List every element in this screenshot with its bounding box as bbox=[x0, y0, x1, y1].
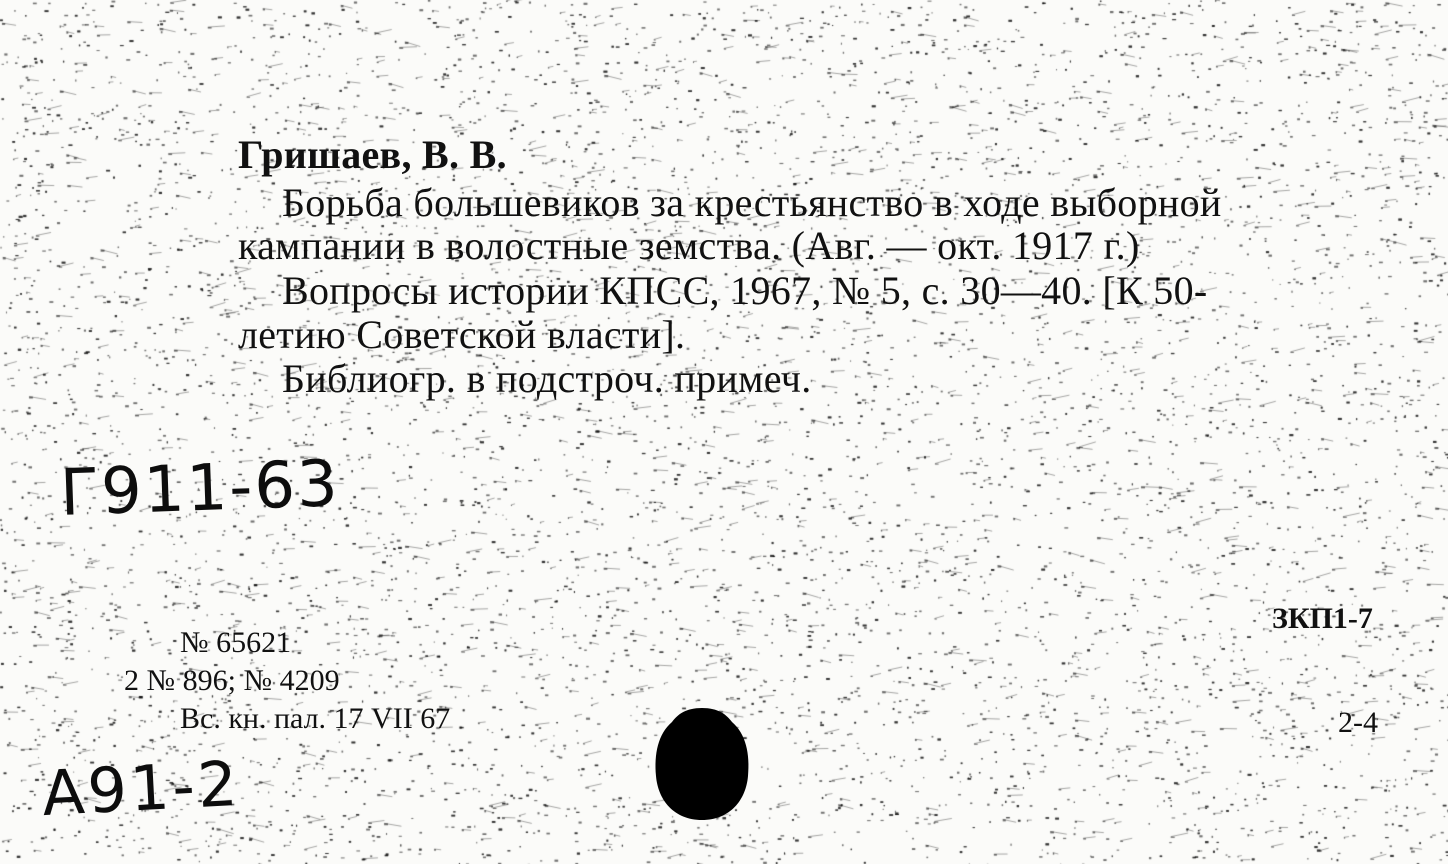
handwritten-call-number: Г911-63 bbox=[58, 447, 341, 531]
card-code-top: ЗКП1-7 bbox=[1272, 602, 1373, 635]
registry-number: № 65621 bbox=[180, 626, 292, 659]
source-line-2: летию Советской власти]. bbox=[238, 312, 686, 357]
title-line-1: Борьба большевиков за крестьянство в ходе выборной bbox=[282, 180, 1222, 225]
registry-numbers: 2 № 896; № 4209 bbox=[124, 664, 340, 697]
card-code-bottom: 2-4 bbox=[1338, 706, 1378, 739]
punch-hole bbox=[652, 704, 752, 824]
author-heading: Гришаев, В. В. bbox=[238, 132, 507, 177]
bibliography-note: Библиогр. в подстроч. примеч. bbox=[282, 356, 812, 401]
title-line-2: кампании в волостные земства. (Авг. — окт. 1917 г.) bbox=[238, 223, 1140, 268]
source-line-1: Вопросы истории КПСС, 1967, № 5, с. 30—40. [К 50- bbox=[282, 268, 1208, 313]
registry-chamber-date: Вс. кн. пал. 17 VII 67 bbox=[180, 702, 451, 735]
handwritten-shelf-mark: А91-2 bbox=[40, 746, 242, 831]
